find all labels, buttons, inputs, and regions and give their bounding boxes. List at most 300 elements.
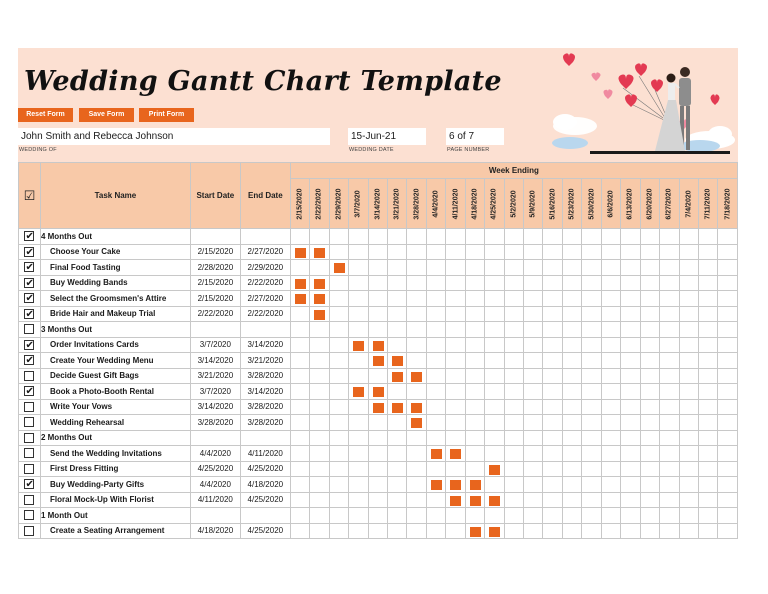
week-cell <box>387 446 406 462</box>
task-name[interactable]: Order Invitations Cards <box>40 337 190 353</box>
week-cell <box>601 353 620 369</box>
week-column-header <box>679 179 698 229</box>
week-cell <box>290 353 309 369</box>
week-date-label: 7/11/2020 <box>704 188 712 219</box>
week-cell <box>562 244 581 260</box>
task-name[interactable]: Choose Your Cake <box>40 244 190 260</box>
week-cell <box>465 291 484 307</box>
end-date-cell[interactable]: 2/27/2020 <box>240 244 290 260</box>
task-row <box>19 384 738 400</box>
section-name[interactable]: 4 Months Out <box>40 229 190 245</box>
week-cell <box>290 446 309 462</box>
week-cell <box>698 260 717 276</box>
task-name[interactable]: First Dress Fitting <box>40 461 190 477</box>
week-cell <box>368 306 387 322</box>
start-date-cell[interactable]: 4/25/2020 <box>190 461 240 477</box>
start-date-cell[interactable]: 4/4/2020 <box>190 446 240 462</box>
week-cell <box>543 477 562 493</box>
task-row <box>19 244 738 260</box>
week-cell <box>718 260 738 276</box>
week-cell <box>310 322 329 338</box>
week-cell <box>621 508 640 524</box>
print-form-button[interactable]: Print Form <box>139 108 194 122</box>
week-cell <box>543 229 562 245</box>
gantt-bar <box>431 480 442 490</box>
week-cell <box>485 477 504 493</box>
week-cell <box>679 322 698 338</box>
checked-box-icon: ✔ <box>25 231 34 243</box>
week-cell <box>621 353 640 369</box>
task-name[interactable]: Wedding Rehearsal <box>40 415 190 431</box>
end-date-cell[interactable]: 4/25/2020 <box>240 461 290 477</box>
week-cell <box>640 306 659 322</box>
page-title: Wedding Gantt Chart Template <box>24 66 502 97</box>
week-cell <box>679 508 698 524</box>
start-date-cell[interactable]: 2/15/2020 <box>190 275 240 291</box>
start-date-cell[interactable]: 3/7/2020 <box>190 337 240 353</box>
start-date-cell[interactable]: 3/28/2020 <box>190 415 240 431</box>
week-cell <box>679 399 698 415</box>
save-form-button[interactable]: Save Form <box>79 108 134 122</box>
task-checkbox[interactable] <box>19 508 41 524</box>
start-date-cell[interactable]: 2/28/2020 <box>190 260 240 276</box>
end-date-cell[interactable]: 4/25/2020 <box>240 492 290 508</box>
week-cell <box>660 322 679 338</box>
gantt-bar <box>373 341 384 351</box>
week-cell <box>387 368 406 384</box>
week-cell <box>621 399 640 415</box>
week-cell <box>679 244 698 260</box>
week-cell <box>329 430 348 446</box>
empty-box-icon <box>24 526 34 536</box>
week-column-header <box>387 179 406 229</box>
week-cell <box>446 446 465 462</box>
task-checkbox[interactable] <box>19 291 41 307</box>
gantt-bar <box>431 449 442 459</box>
end-date-cell[interactable]: 3/14/2020 <box>240 384 290 400</box>
week-cell <box>640 337 659 353</box>
week-cell <box>485 446 504 462</box>
week-cell <box>504 415 523 431</box>
week-cell <box>310 306 329 322</box>
week-cell <box>426 523 445 539</box>
week-cell <box>582 430 601 446</box>
week-cell <box>718 523 738 539</box>
week-column-header <box>660 179 679 229</box>
week-cell <box>698 461 717 477</box>
start-date-cell[interactable]: 4/11/2020 <box>190 492 240 508</box>
week-cell <box>446 461 465 477</box>
week-cell <box>621 291 640 307</box>
task-checkbox[interactable] <box>19 337 41 353</box>
week-cell <box>562 229 581 245</box>
end-date-cell[interactable]: 3/14/2020 <box>240 337 290 353</box>
week-cell <box>640 492 659 508</box>
gantt-bar <box>411 372 422 382</box>
start-date-cell[interactable] <box>190 430 240 446</box>
week-cell <box>524 461 543 477</box>
task-name[interactable]: Floral Mock-Up With Florist <box>40 492 190 508</box>
week-date-label: 2/29/2020 <box>335 187 343 220</box>
week-cell <box>582 322 601 338</box>
week-cell <box>698 275 717 291</box>
week-cell <box>446 322 465 338</box>
task-name[interactable]: Final Food Tasting <box>40 260 190 276</box>
start-date-cell[interactable]: 3/21/2020 <box>190 368 240 384</box>
start-date-cell[interactable] <box>190 508 240 524</box>
reset-form-button[interactable]: Reset Form <box>18 108 73 122</box>
week-cell <box>485 306 504 322</box>
week-date-label: 5/30/2020 <box>588 187 596 220</box>
wedding-of-field[interactable]: John Smith and Rebecca Johnson <box>18 128 330 145</box>
empty-box-icon <box>24 433 34 443</box>
end-date-cell[interactable]: 3/28/2020 <box>240 399 290 415</box>
week-date-label: 4/18/2020 <box>471 187 479 220</box>
week-cell <box>290 523 309 539</box>
end-date-cell[interactable]: 3/21/2020 <box>240 353 290 369</box>
gantt-bar <box>373 356 384 366</box>
task-name[interactable]: Bride Hair and Makeup Trial <box>40 306 190 322</box>
empty-box-icon <box>24 371 34 381</box>
week-column-header <box>562 179 581 229</box>
week-cell <box>504 291 523 307</box>
task-name[interactable]: Book a Photo-Booth Rental <box>40 384 190 400</box>
week-cell <box>349 275 368 291</box>
week-date-label: 7/4/2020 <box>685 189 693 218</box>
week-column-header <box>640 179 659 229</box>
task-checkbox[interactable] <box>19 275 41 291</box>
week-cell <box>562 291 581 307</box>
end-date-cell[interactable] <box>240 430 290 446</box>
week-cell <box>290 291 309 307</box>
end-date-cell[interactable]: 2/27/2020 <box>240 291 290 307</box>
week-cell <box>349 306 368 322</box>
week-cell <box>290 244 309 260</box>
week-cell <box>387 306 406 322</box>
week-cell <box>679 260 698 276</box>
task-name[interactable]: Send the Wedding Invitations <box>40 446 190 462</box>
task-checkbox[interactable] <box>19 415 41 431</box>
week-cell <box>660 275 679 291</box>
week-cell <box>718 399 738 415</box>
week-cell <box>387 415 406 431</box>
start-date-cell[interactable]: 3/14/2020 <box>190 353 240 369</box>
gantt-table <box>18 162 738 539</box>
week-cell <box>349 446 368 462</box>
week-cell <box>465 461 484 477</box>
task-checkbox[interactable] <box>19 368 41 384</box>
week-cell <box>485 291 504 307</box>
gantt-bar <box>314 310 325 320</box>
week-cell <box>368 415 387 431</box>
end-date-cell[interactable]: 2/29/2020 <box>240 260 290 276</box>
week-cell <box>621 477 640 493</box>
checked-box-icon: ✔ <box>25 246 34 258</box>
task-checkbox[interactable] <box>19 384 41 400</box>
week-cell <box>368 508 387 524</box>
week-cell <box>543 275 562 291</box>
week-cell <box>621 368 640 384</box>
week-cell <box>310 244 329 260</box>
week-cell <box>426 508 445 524</box>
week-cell <box>446 399 465 415</box>
week-date-label: 4/25/2020 <box>490 187 498 220</box>
task-name[interactable]: Select the Groomsmen's Attire <box>40 291 190 307</box>
task-checkbox[interactable] <box>19 523 41 539</box>
week-cell <box>698 244 717 260</box>
week-cell <box>601 275 620 291</box>
week-cell <box>349 415 368 431</box>
week-cell <box>368 477 387 493</box>
week-cell <box>485 244 504 260</box>
week-cell <box>718 477 738 493</box>
week-cell <box>562 415 581 431</box>
task-checkbox[interactable] <box>19 399 41 415</box>
week-cell <box>543 492 562 508</box>
week-cell <box>446 306 465 322</box>
week-cell <box>718 384 738 400</box>
week-cell <box>718 446 738 462</box>
task-checkbox[interactable] <box>19 244 41 260</box>
end-date-cell[interactable] <box>240 229 290 245</box>
week-cell <box>582 244 601 260</box>
start-date-cell[interactable]: 3/7/2020 <box>190 384 240 400</box>
week-column-header <box>543 179 562 229</box>
week-cell <box>290 368 309 384</box>
week-cell <box>660 306 679 322</box>
section-name[interactable]: 3 Months Out <box>40 322 190 338</box>
page-number-field[interactable]: 6 of 7 <box>446 128 504 145</box>
week-cell <box>601 492 620 508</box>
week-cell <box>660 492 679 508</box>
check-column-header: ☑ <box>19 163 41 229</box>
week-column-header <box>329 179 348 229</box>
week-cell <box>679 337 698 353</box>
task-name[interactable]: Create a Seating Arrangement <box>40 523 190 539</box>
week-cell <box>582 384 601 400</box>
week-cell <box>485 508 504 524</box>
week-cell <box>543 399 562 415</box>
week-cell <box>329 291 348 307</box>
week-column-header <box>349 179 368 229</box>
week-cell <box>524 275 543 291</box>
week-cell <box>660 508 679 524</box>
week-cell <box>679 461 698 477</box>
task-checkbox[interactable] <box>19 461 41 477</box>
week-cell <box>485 492 504 508</box>
week-cell <box>601 306 620 322</box>
week-cell <box>290 306 309 322</box>
week-cell <box>621 229 640 245</box>
week-cell <box>601 508 620 524</box>
week-cell <box>310 275 329 291</box>
week-cell <box>601 415 620 431</box>
week-cell <box>504 229 523 245</box>
week-cell <box>310 337 329 353</box>
week-cell <box>310 492 329 508</box>
task-name[interactable]: Write Your Vows <box>40 399 190 415</box>
week-cell <box>660 523 679 539</box>
table-header <box>19 163 738 229</box>
start-date-cell[interactable]: 4/4/2020 <box>190 477 240 493</box>
checked-box-icon: ✔ <box>25 277 34 289</box>
week-date-label: 7/18/2020 <box>724 187 732 220</box>
week-cell <box>485 384 504 400</box>
week-cell <box>407 306 426 322</box>
week-cell <box>368 229 387 245</box>
start-date-cell[interactable] <box>190 229 240 245</box>
week-cell <box>485 337 504 353</box>
week-cell <box>524 322 543 338</box>
week-cell <box>640 229 659 245</box>
gantt-bar <box>295 248 306 258</box>
gantt-bar <box>334 263 345 273</box>
week-cell <box>446 492 465 508</box>
week-cell <box>524 384 543 400</box>
end-date-cell[interactable]: 4/18/2020 <box>240 477 290 493</box>
end-date-cell[interactable]: 2/22/2020 <box>240 306 290 322</box>
wedding-date-field[interactable]: 15-Jun-21 <box>348 128 426 145</box>
end-date-cell[interactable]: 3/28/2020 <box>240 368 290 384</box>
task-row <box>19 306 738 322</box>
week-cell <box>349 244 368 260</box>
week-cell <box>426 353 445 369</box>
week-cell <box>407 229 426 245</box>
week-cell <box>679 306 698 322</box>
week-date-label: 3/14/2020 <box>374 187 382 220</box>
task-name[interactable]: Buy Wedding-Party Gifts <box>40 477 190 493</box>
start-date-cell[interactable]: 2/15/2020 <box>190 291 240 307</box>
checked-box-icon: ✔ <box>25 262 34 274</box>
empty-box-icon <box>24 417 34 427</box>
week-cell <box>562 446 581 462</box>
week-cell <box>660 461 679 477</box>
week-cell <box>698 446 717 462</box>
task-checkbox[interactable] <box>19 446 41 462</box>
week-cell <box>562 384 581 400</box>
week-cell <box>465 523 484 539</box>
week-column-header <box>290 179 309 229</box>
week-cell <box>290 508 309 524</box>
start-date-cell[interactable]: 4/18/2020 <box>190 523 240 539</box>
week-cell <box>679 275 698 291</box>
week-cell <box>679 384 698 400</box>
gantt-bar <box>295 279 306 289</box>
week-cell <box>640 508 659 524</box>
week-cell <box>465 508 484 524</box>
task-checkbox[interactable] <box>19 353 41 369</box>
week-cell <box>329 244 348 260</box>
week-cell <box>310 399 329 415</box>
week-cell <box>543 384 562 400</box>
week-cell <box>543 446 562 462</box>
task-checkbox[interactable] <box>19 306 41 322</box>
week-cell <box>660 384 679 400</box>
task-checkbox[interactable] <box>19 229 41 245</box>
week-cell <box>329 368 348 384</box>
task-checkbox[interactable] <box>19 477 41 493</box>
gantt-bar <box>373 403 384 413</box>
task-name[interactable]: Buy Wedding Bands <box>40 275 190 291</box>
week-cell <box>407 353 426 369</box>
start-date-cell[interactable]: 3/14/2020 <box>190 399 240 415</box>
end-date-cell[interactable]: 3/28/2020 <box>240 415 290 431</box>
task-checkbox[interactable] <box>19 492 41 508</box>
task-name[interactable]: Decide Guest Gift Bags <box>40 368 190 384</box>
end-date-header: End Date <box>240 163 290 229</box>
start-date-cell[interactable] <box>190 322 240 338</box>
week-date-label: 5/23/2020 <box>568 187 576 220</box>
start-date-cell[interactable]: 2/15/2020 <box>190 244 240 260</box>
end-date-cell[interactable] <box>240 322 290 338</box>
week-cell <box>349 523 368 539</box>
week-cell <box>329 306 348 322</box>
start-date-cell[interactable]: 2/22/2020 <box>190 306 240 322</box>
end-date-cell[interactable]: 4/25/2020 <box>240 523 290 539</box>
week-cell <box>543 260 562 276</box>
gantt-bar <box>489 496 500 506</box>
week-column-header <box>310 179 329 229</box>
week-cell <box>640 399 659 415</box>
week-cell <box>426 384 445 400</box>
week-cell <box>718 229 738 245</box>
section-name[interactable]: 2 Months Out <box>40 430 190 446</box>
week-cell <box>562 306 581 322</box>
week-cell <box>387 461 406 477</box>
task-checkbox[interactable] <box>19 260 41 276</box>
week-cell <box>601 260 620 276</box>
task-row <box>19 461 738 477</box>
week-cell <box>562 430 581 446</box>
week-cell <box>349 368 368 384</box>
week-cell <box>718 415 738 431</box>
end-date-cell[interactable] <box>240 508 290 524</box>
week-cell <box>446 244 465 260</box>
week-date-label: 6/6/2020 <box>607 189 615 218</box>
week-cell <box>640 461 659 477</box>
week-date-label: 3/7/2020 <box>354 189 362 218</box>
task-checkbox[interactable] <box>19 322 41 338</box>
week-cell <box>407 322 426 338</box>
week-cell <box>485 368 504 384</box>
week-cell <box>407 523 426 539</box>
week-cell <box>446 229 465 245</box>
task-name[interactable]: Create Your Wedding Menu <box>40 353 190 369</box>
week-cell <box>718 306 738 322</box>
week-cell <box>621 260 640 276</box>
week-cell <box>621 492 640 508</box>
week-cell <box>660 244 679 260</box>
task-checkbox[interactable] <box>19 430 41 446</box>
week-cell <box>524 368 543 384</box>
week-cell <box>582 415 601 431</box>
week-cell <box>407 368 426 384</box>
week-cell <box>349 508 368 524</box>
week-cell <box>465 306 484 322</box>
week-date-label: 6/13/2020 <box>626 187 634 220</box>
section-name[interactable]: 1 Month Out <box>40 508 190 524</box>
end-date-cell[interactable]: 4/11/2020 <box>240 446 290 462</box>
week-cell <box>349 229 368 245</box>
gantt-bar <box>411 403 422 413</box>
end-date-cell[interactable]: 2/22/2020 <box>240 275 290 291</box>
week-cell <box>524 446 543 462</box>
week-cell <box>387 337 406 353</box>
week-cell <box>387 260 406 276</box>
week-cell <box>543 508 562 524</box>
week-cell <box>679 291 698 307</box>
week-cell <box>485 322 504 338</box>
